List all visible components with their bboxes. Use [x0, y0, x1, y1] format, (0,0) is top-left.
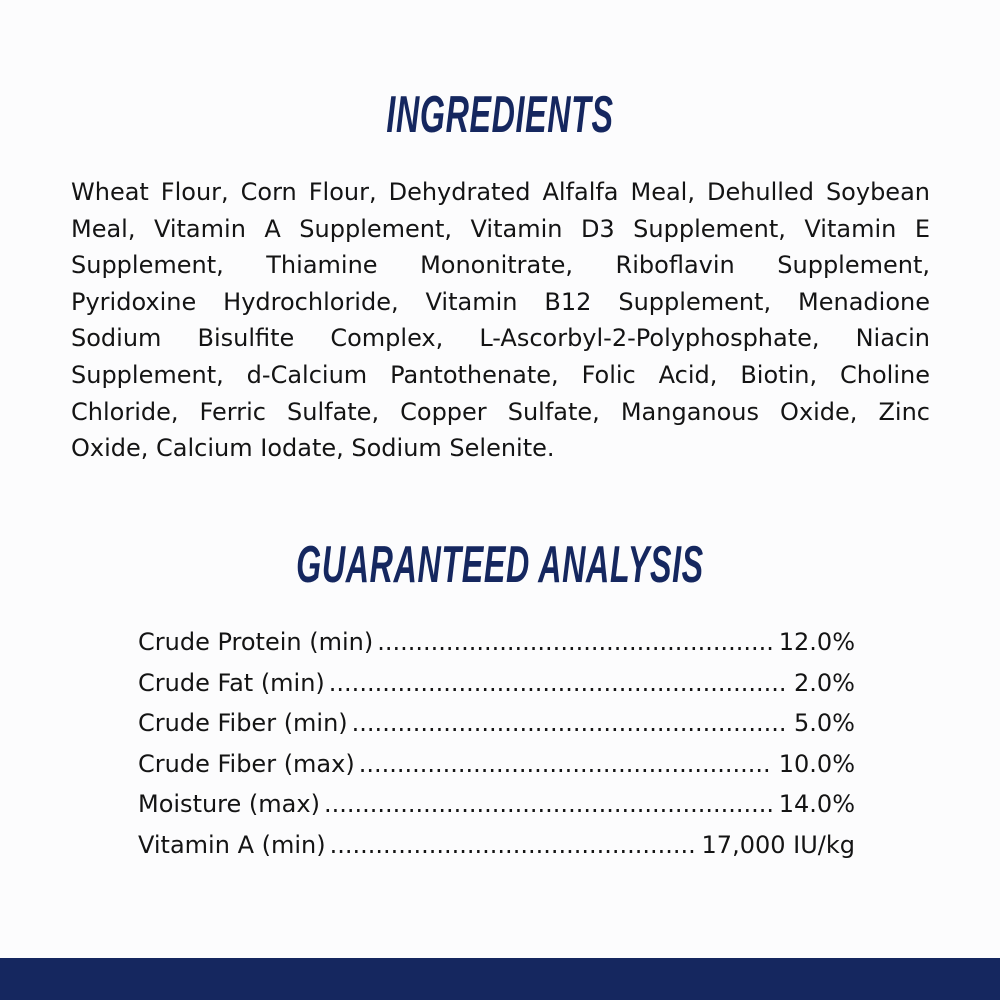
analysis-value: 10.0% [778, 749, 855, 778]
ingredients-text [71, 174, 930, 467]
ingredients-line: Meal, Vitamin A Supplement, Vitamin D3 Supplement, Vitamin E [71, 214, 930, 243]
analysis-row [138, 663, 855, 704]
ingredients-line: Sodium Bisulfite Complex, L-Ascorbyl-2-Polyphosphate, Niacin [71, 324, 930, 353]
dot-leader [377, 622, 773, 663]
analysis-label: Moisture (max) [138, 790, 320, 818]
analysis-value: 5.0% [794, 709, 855, 737]
analysis-row [138, 784, 855, 825]
footer-band [0, 958, 1000, 1000]
dot-leader [330, 825, 696, 866]
analysis-label: Crude Fat (min) [138, 668, 325, 697]
analysis-value: 14.0% [778, 790, 855, 818]
ingredients-line: Pyridoxine Hydrochloride, Vitamin B12 Supplement, Menadione [71, 287, 930, 316]
analysis-value: 2.0% [794, 668, 855, 697]
ingredients-heading: INGREDIENTS [386, 86, 614, 144]
dot-leader [324, 784, 773, 825]
analysis-label: Vitamin A (min) [138, 830, 326, 859]
analysis-label: Crude Protein (min) [138, 628, 374, 656]
ingredients-line: Supplement, Thiamine Mononitrate, Riboflavin Supplement, [71, 251, 930, 280]
ingredients-line: Wheat Flour, Corn Flour, Dehydrated Alfalfa Meal, Dehulled Soybean [71, 178, 930, 206]
ingredients-line: Chloride, Ferric Sulfate, Copper Sulfate, Manganous Oxide, Zinc [71, 397, 930, 426]
analysis-row [138, 744, 855, 785]
dot-leader [352, 703, 788, 744]
analysis-row [138, 622, 855, 663]
dot-leader [329, 663, 788, 704]
analysis-label: Crude Fiber (max) [138, 749, 355, 778]
analysis-row [138, 825, 855, 866]
guaranteed-analysis-heading: GUARANTEED ANALYSIS [296, 536, 704, 594]
dot-leader [359, 744, 773, 785]
ingredients-line: Supplement, d-Calcium Pantothenate, Folic Acid, Biotin, Choline [71, 360, 930, 389]
ingredients-line: Oxide, Calcium Iodate, Sodium Selenite. [71, 434, 555, 463]
analysis-value: 17,000 IU/kg [701, 830, 855, 859]
analysis-value: 12.0% [778, 628, 855, 656]
guaranteed-analysis-list [138, 622, 855, 865]
analysis-row [138, 703, 855, 744]
analysis-label: Crude Fiber (min) [138, 709, 348, 737]
